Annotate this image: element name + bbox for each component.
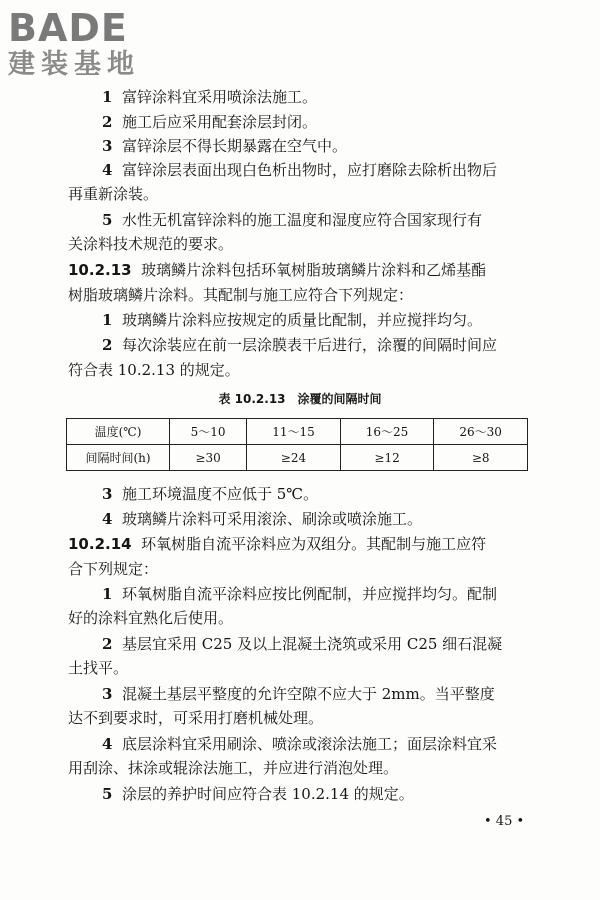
text-line: 符合表 10.2.13 的规定。 (68, 361, 240, 379)
table-cell: 间隔时间(h) (67, 445, 170, 471)
text-line: 达不到要求时，可采用打磨机械处理。 (68, 709, 324, 727)
interval-table (66, 418, 528, 471)
text-line: 土找平。 (68, 659, 129, 677)
text-line: 用刮涂、抹涂或辊涂法施工，并应进行消泡处理。 (68, 759, 399, 777)
text-line: 树脂玻璃鳞片涂料。其配制与施工应符合下列规定： (68, 286, 414, 304)
text-line: 3 混凝土基层平整度的允许空隙不应大于 2mm。当平整度 (102, 685, 495, 703)
page-number: • 45 • (484, 814, 525, 829)
logo-subtitle: 建装基地 (8, 49, 140, 80)
table-cell: 温度(℃) (67, 419, 170, 445)
table-cell: 5～10 (170, 419, 247, 445)
table-cell: ≥30 (170, 445, 247, 471)
table-row (67, 419, 528, 445)
text-line: 4 富锌涂层表面出现白色析出物时，应打磨除去除析出物后 (102, 161, 497, 179)
table-cell: 26～30 (434, 419, 528, 445)
text-line: 2 基层宜采用 C25 及以上混凝土浇筑或采用 C25 细石混凝 (102, 635, 503, 653)
text-line: 2 施工后应采用配套涂层封闭。 (102, 113, 317, 131)
bade-logo (8, 8, 178, 90)
clause-line: 10.2.13 玻璃鳞片涂料包括环氧树脂玻璃鳞片涂料和乙烯基酯 (68, 261, 487, 279)
text-line: 1 玻璃鳞片涂料应按规定的质量比配制，并应搅拌均匀。 (102, 311, 482, 329)
text-line: 5 涂层的养护时间应符合表 10.2.14 的规定。 (102, 785, 414, 803)
logo-brand: BADE (8, 6, 128, 50)
text-line: 4 底层涂料宜采用刷涂、喷涂或滚涂法施工；面层涂料宜采 (102, 735, 497, 753)
clause-line: 10.2.14 环氧树脂自流平涂料应为双组分。其配制与施工应符 (68, 535, 487, 553)
table-cell: 16～25 (340, 419, 434, 445)
text-line: 3 富锌涂层不得长期暴露在空气中。 (102, 137, 347, 155)
text-line: 5 水性无机富锌涂料的施工温度和湿度应符合国家现行有 (102, 211, 482, 229)
table-row (67, 445, 528, 471)
text-line: 关涂料技术规范的要求。 (68, 235, 234, 253)
table-cell: ≥24 (247, 445, 341, 471)
table-cell: ≥8 (434, 445, 528, 471)
text-line: 4 玻璃鳞片涂料可采用滚涂、刷涂或喷涂施工。 (102, 510, 422, 528)
text-line: 合下列规定： (68, 560, 159, 578)
table-cell: ≥12 (340, 445, 434, 471)
text-line: 好的涂料宜熟化后使用。 (68, 609, 234, 627)
text-line: 1 富锌涂料宜采用喷涂法施工。 (102, 88, 317, 106)
text-line: 再重新涂装。 (68, 185, 159, 203)
table-caption: 表 10.2.13 涂覆的间隔时间 (218, 392, 382, 406)
text-line: 2 每次涂装应在前一层涂膜表干后进行，涂覆的间隔时间应 (102, 336, 497, 354)
text-line: 1 环氧树脂自流平涂料应按比例配制，并应搅拌均匀。配制 (102, 585, 497, 603)
text-line: 3 施工环境温度不应低于 5℃。 (102, 485, 319, 503)
table-cell: 11～15 (247, 419, 341, 445)
